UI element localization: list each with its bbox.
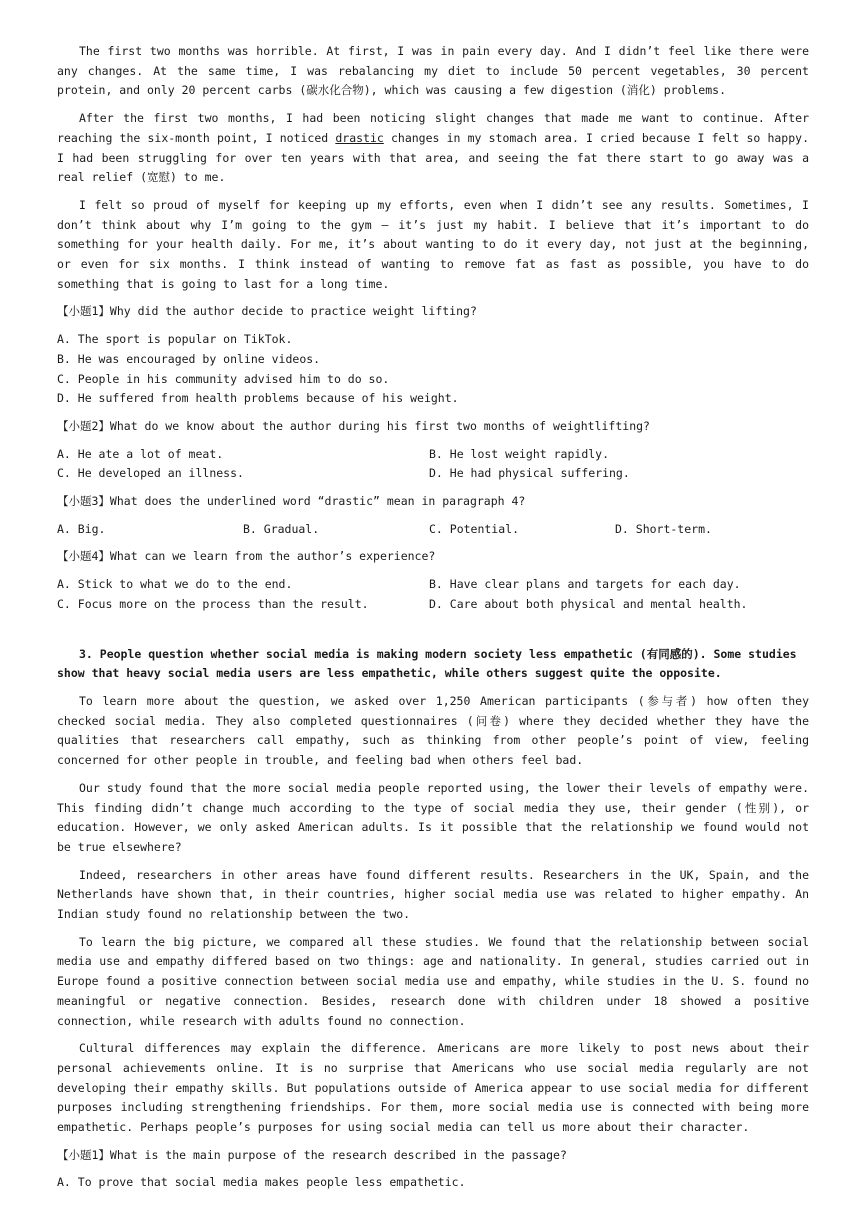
option: A. To prove that social media makes people less empathetic. bbox=[57, 1175, 466, 1190]
option: A. The sport is popular on TikTok. bbox=[57, 332, 293, 347]
option: D. He suffered from health problems because of his weight. bbox=[57, 391, 459, 406]
paragraph: The first two months was horrible. At first, I was in pain every day. And I didn’t feel like there were any changes. At the same time, I was rebalancing my diet to include 50 percent vegetables, 30 percent protein, and only 20 percent carbs (碳水化合物), which was causing a few digestion (消化) problems. bbox=[57, 44, 809, 98]
question-stem: 【小题1】What is the main purpose of the research described in the passage? bbox=[57, 1147, 567, 1162]
paragraph: Indeed, researchers in other areas have found different results. Researchers in the UK, Spain, and the Netherlands have shown that, in their countries, higher social media use was related to higher empathy. An Indian study found no relationship between the two. bbox=[57, 867, 809, 922]
question-stem: 【小题2】What do we know about the author during his first two months of weightlifting? bbox=[57, 418, 650, 433]
options-list bbox=[57, 330, 809, 409]
underlined-word: drastic bbox=[335, 130, 384, 145]
option: C. Focus more on the process than the result. bbox=[57, 596, 369, 611]
paragraph: Cultural differences may explain the difference. Americans are more likely to post news about their personal achievements online. It is no surprise that Americans who use social media regularly are not developing their empathy skills. But populations outside of America appear to use social media for different purposes including strengthening friendships. For them, more social media use is connected with being more empathetic. Perhaps people’s purposes for using social media can tell us more about their character. bbox=[57, 1041, 809, 1135]
option: D. He had physical suffering. bbox=[429, 466, 630, 481]
options-grid bbox=[57, 520, 809, 540]
options-list bbox=[57, 1173, 809, 1193]
document-page bbox=[57, 42, 809, 1201]
option: A. Stick to what we do to the end. bbox=[57, 577, 293, 592]
paragraph: To learn more about the question, we asked over 1,250 American participants (参与者) how often they checked social media. They also completed questionnaires (问卷) where they decided whether they have the qualities that researchers call empathy, such as thinking from other people’s point of view, feeling concerned for other people in trouble, and feeling bad when others feel bad. bbox=[57, 693, 809, 768]
question-stem: 【小题1】Why did the author decide to practice weight lifting? bbox=[57, 304, 477, 319]
option: A. Big. bbox=[57, 521, 106, 536]
question-stem: 【小题4】What can we learn from the author’s experience? bbox=[57, 549, 436, 564]
paragraph: Our study found that the more social media people reported using, the lower their levels of empathy were. This finding didn’t change much according to the type of social media they use, their gender (性别), or education. However, we only asked American adults. Is it possible that the relationship we found would not be true elsewhere? bbox=[57, 780, 809, 854]
passage-title: 3. People question whether social media is making modern society less empathetic (有同感的). Some studies show that heavy social media users are less empathetic, while others suggest quite the opposite. bbox=[57, 646, 797, 681]
options-grid bbox=[57, 445, 809, 484]
option: D. Short-term. bbox=[615, 521, 712, 536]
option: C. People in his community advised him to do so. bbox=[57, 371, 390, 386]
paragraph: After the first two months, I had been noticing slight changes that made me want to continue. After reaching the six-month point, I noticed drastic changes in my stomach area. I cried because I felt so happy. I had been struggling for over ten years with that area, and seeing the fat there start to go away was a real relief (宽慰) to me. bbox=[57, 111, 809, 185]
option: B. Gradual. bbox=[243, 521, 320, 536]
option: D. Care about both physical and mental health. bbox=[429, 596, 748, 611]
option: B. He was encouraged by online videos. bbox=[57, 351, 321, 366]
option: B. Have clear plans and targets for each day. bbox=[429, 577, 741, 592]
option: C. He developed an illness. bbox=[57, 466, 244, 481]
paragraph: I felt so proud of myself for keeping up my efforts, even when I didn’t see any results. Sometimes, I don’t think about why I’m going to the gym — it’s just my habit. I believe that it’s important to do something for your health daily. For me, it’s about wanting to do it every day, not just at the beginning, or even for six months. I think instead of wanting to remove fat as fast as possible, you have to do something that is going to last for a long time. bbox=[57, 197, 809, 291]
options-grid bbox=[57, 575, 809, 614]
option: B. He lost weight rapidly. bbox=[429, 446, 610, 461]
option: A. He ate a lot of meat. bbox=[57, 446, 224, 461]
paragraph: To learn the big picture, we compared all these studies. We found that the relationship between social media use and empathy differed based on two things: age and nationality. In general, studies carried out in Europe found a positive connection between social media use and empathy, while studies in the U. S. found no meaningful or negative connection. Besides, research done with children under 18 showed a positive connection, while research with adults found no connection. bbox=[57, 934, 809, 1028]
question-stem: 【小题3】What does the underlined word “drastic” mean in paragraph 4? bbox=[57, 494, 526, 509]
option: C. Potential. bbox=[429, 521, 520, 536]
